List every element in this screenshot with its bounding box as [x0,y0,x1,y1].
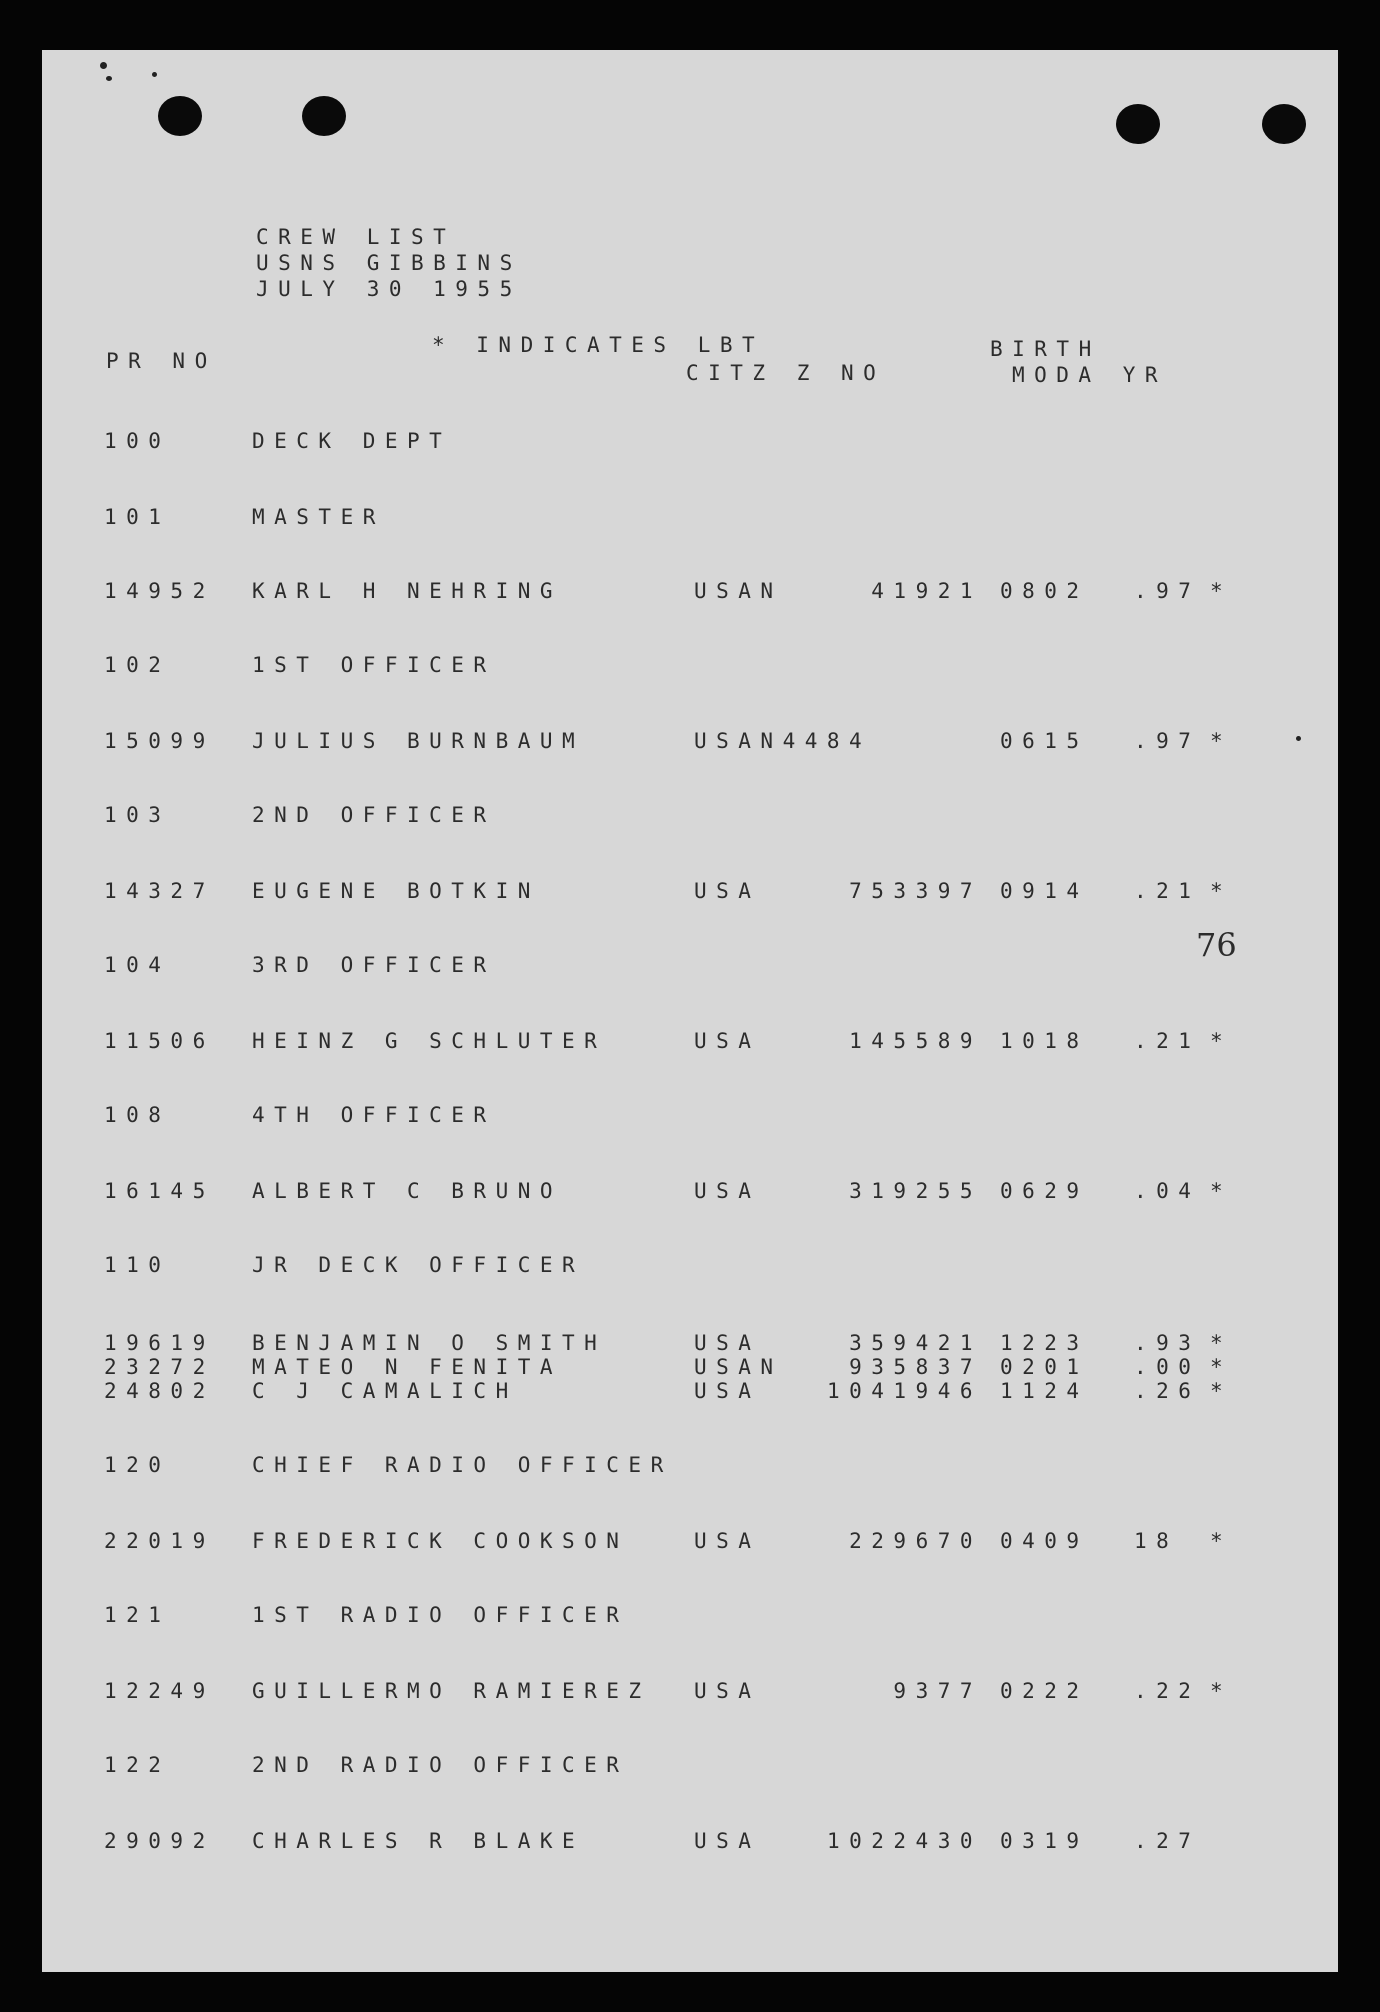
birth-moda: 0409 [1000,1529,1089,1553]
column-header-birth: BIRTH [990,337,1101,361]
birth-year: 18 [1134,1529,1179,1553]
citizenship: USA [694,1679,761,1703]
header-line: USNS GIBBINS [256,251,522,275]
crew-name: BENJAMIN O SMITH [252,1331,607,1355]
pr-number: 120 [104,1453,171,1477]
birth-moda: 0222 [1000,1679,1089,1703]
pr-number: 29092 [104,1829,215,1853]
department-title: CHIEF RADIO OFFICER [252,1453,673,1477]
department-title: MASTER [252,505,385,529]
ink-speck [152,72,157,77]
crew-name: KARL H NEHRING [252,579,563,603]
crew-name: EUGENE BOTKIN [252,879,540,903]
ink-speck [100,62,107,69]
pr-number: 104 [104,953,171,977]
department-title: 2ND OFFICER [252,803,496,827]
birth-moda: 1124 [1000,1379,1089,1403]
z-number: 229670 [849,1529,982,1553]
pr-number: 12249 [104,1679,215,1703]
z-number: 753397 [849,879,982,903]
department-title: DECK DEPT [252,429,452,453]
pr-number: 14327 [104,879,215,903]
department-title: JR DECK OFFICER [252,1253,585,1277]
legend-indicates-lbt: * INDICATES LBT [432,333,765,357]
birth-moda: 0629 [1000,1179,1089,1203]
pr-number: 15099 [104,729,215,753]
citizenship: USA [694,1331,761,1355]
pr-number: 101 [104,505,171,529]
birth-moda: 0914 [1000,879,1089,903]
pr-number: 122 [104,1753,171,1777]
citizenship: USA [694,1379,761,1403]
handwritten-page-number: 76 [1196,926,1237,964]
lbt-indicator: * [1210,1379,1233,1403]
birth-year: .97 [1134,579,1201,603]
birth-year: .97 [1134,729,1201,753]
punch-hole [1262,104,1306,144]
birth-year: .04 [1134,1179,1201,1203]
pr-number: 102 [104,653,171,677]
birth-year: .21 [1134,1029,1201,1053]
birth-year: .21 [1134,879,1201,903]
department-title: 2ND RADIO OFFICER [252,1753,629,1777]
birth-year: .22 [1134,1679,1201,1703]
pr-number: 23272 [104,1355,215,1379]
pr-number: 14952 [104,579,215,603]
z-number: 9377 [893,1679,982,1703]
pr-number: 19619 [104,1331,215,1355]
column-header-moda-yr: MODA YR [1012,363,1168,387]
ink-speck [1296,736,1301,741]
birth-year: .27 [1134,1829,1201,1853]
crew-name: HEINZ G SCHLUTER [252,1029,607,1053]
lbt-indicator: * [1210,1331,1233,1355]
header-line: JULY 30 1955 [256,277,522,301]
z-number: 41921 [871,579,982,603]
z-number: 319255 [849,1179,982,1203]
z-number: 359421 [849,1331,982,1355]
z-number: 935837 [849,1355,982,1379]
department-title: 4TH OFFICER [252,1103,496,1127]
birth-moda: 0802 [1000,579,1089,603]
lbt-indicator: * [1210,879,1233,903]
citizenship: USAN [694,1355,783,1379]
ink-speck [106,76,112,81]
citizenship: USAN [694,579,783,603]
crew-name: JULIUS BURNBAUM [252,729,585,753]
punch-hole [158,96,202,136]
column-header-citz-z-no: CITZ Z NO [686,361,886,385]
lbt-indicator: * [1210,729,1233,753]
z-number: 1041946 [826,1379,982,1403]
birth-moda: 1223 [1000,1331,1089,1355]
birth-year: .00 [1134,1355,1201,1379]
pr-number: 108 [104,1103,171,1127]
lbt-indicator: * [1210,1355,1233,1379]
lbt-indicator: * [1210,579,1233,603]
pr-number: 16145 [104,1179,215,1203]
pr-number: 121 [104,1603,171,1627]
citizenship: USA [694,1829,761,1853]
punch-hole [302,96,346,136]
lbt-indicator: * [1210,1529,1233,1553]
pr-number: 11506 [104,1029,215,1053]
citizenship: USA [694,1529,761,1553]
citizenship: USA [694,1179,761,1203]
pr-number: 110 [104,1253,171,1277]
citizenship: USA [694,1029,761,1053]
crew-name: C J CAMALICH [252,1379,518,1403]
citizenship: USA [694,879,761,903]
birth-moda: 0319 [1000,1829,1089,1853]
department-title: 3RD OFFICER [252,953,496,977]
birth-year: .26 [1134,1379,1201,1403]
document-page [42,50,1338,1972]
department-title: 1ST OFFICER [252,653,496,677]
birth-moda: 1018 [1000,1029,1089,1053]
birth-year: .93 [1134,1331,1201,1355]
pr-number: 103 [104,803,171,827]
crew-name: CHARLES R BLAKE [252,1829,585,1853]
pr-number: 100 [104,429,171,453]
crew-name: MATEO N FENITA [252,1355,563,1379]
birth-moda: 0615 [1000,729,1089,753]
department-title: 1ST RADIO OFFICER [252,1603,629,1627]
crew-name: FREDERICK COOKSON [252,1529,629,1553]
lbt-indicator: * [1210,1029,1233,1053]
crew-name: ALBERT C BRUNO [252,1179,563,1203]
z-number: 145589 [849,1029,982,1053]
z-number: 1022430 [826,1829,982,1853]
lbt-indicator: * [1210,1679,1233,1703]
birth-moda: 0201 [1000,1355,1089,1379]
lbt-indicator: * [1210,1179,1233,1203]
crew-name: GUILLERMO RAMIEREZ [252,1679,651,1703]
pr-number: 24802 [104,1379,215,1403]
punch-hole [1116,104,1160,144]
citizenship: USAN4484 [694,729,872,753]
header-line: CREW LIST [256,225,456,249]
column-header-pr-no: PR NO [106,349,217,373]
pr-number: 22019 [104,1529,215,1553]
